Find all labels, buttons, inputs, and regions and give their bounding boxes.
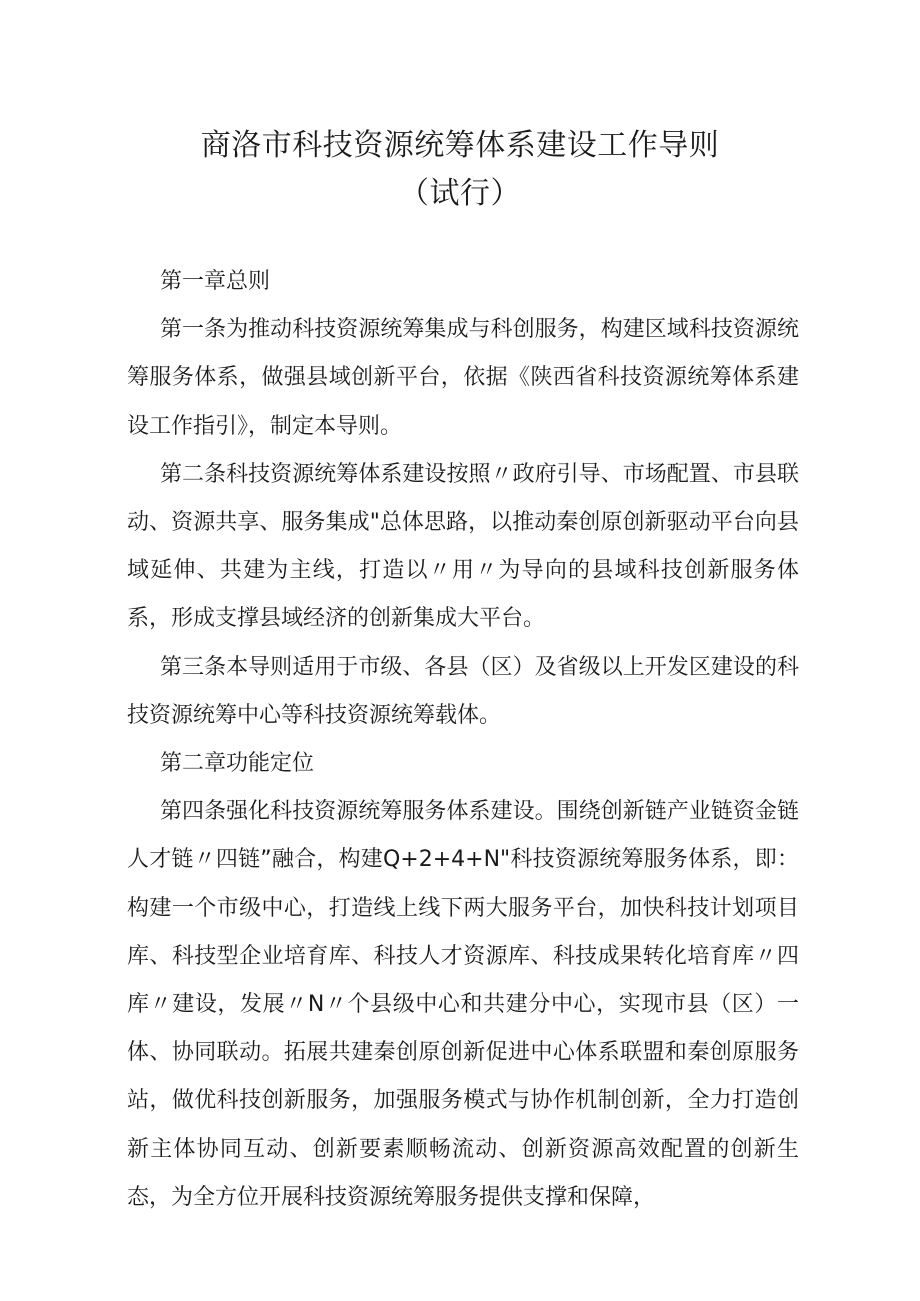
article-1-paragraph: 第一条为推动科技资源统筹集成与科创服务，构建区域科技资源统筹服务体系，做强县域创新平台，依据《陕西省科技资源统筹体系建设工作指引》，制定本导则。: [127, 317, 799, 439]
document-title: 商洛市科技资源统筹体系建设工作导则: [200, 128, 720, 163]
chapter-heading-general: 第一章总则: [160, 269, 271, 294]
article-3-paragraph: 第三条本导则适用于市级、各县（区）及省级以上开发区建设的科技资源统筹中心等科技资源统筹载体。: [127, 654, 799, 728]
article-4-paragraph: 第四条强化科技资源统筹服务体系建设。围绕创新链产业链资金链人才链〃四链”融合，构建Q+2+4+N"科技资源统筹服务体系，即：构建一个市级中心，打造线上线下两大服务平台，加快科技计划项目库、科技型企业培育库、科技人才资源库、科技成果转化培育库〃四库〃建设，发展〃N〃个县级中心和共建分中心，实现市县（区）一体、协同联动。拓展共建秦创原创新促进中心体系联盟和秦创原服务站，做优科技创新服务，加强服务模式与协作机制创新，全力打造创新主体协同互动、创新要素顺畅流动、创新资源高效配置的创新生态，为全方位开展科技资源统筹服务提供支撑和保障，: [127, 799, 799, 1210]
chapter-heading-function: 第二章功能定位: [160, 751, 315, 777]
document-subtitle: （试行）: [399, 176, 521, 211]
article-2-paragraph: 第二条科技资源统筹体系建设按照〃政府引导、市场配置、市县联动、资源共享、服务集成"总体思路，以推动秦创原创新驱动平台向县域延伸、共建为主线，打造以〃用〃为导向的县域科技创新服务体系，形成支撑县域经济的创新集成大平台。: [127, 461, 799, 632]
document-body: [127, 258, 799, 1222]
